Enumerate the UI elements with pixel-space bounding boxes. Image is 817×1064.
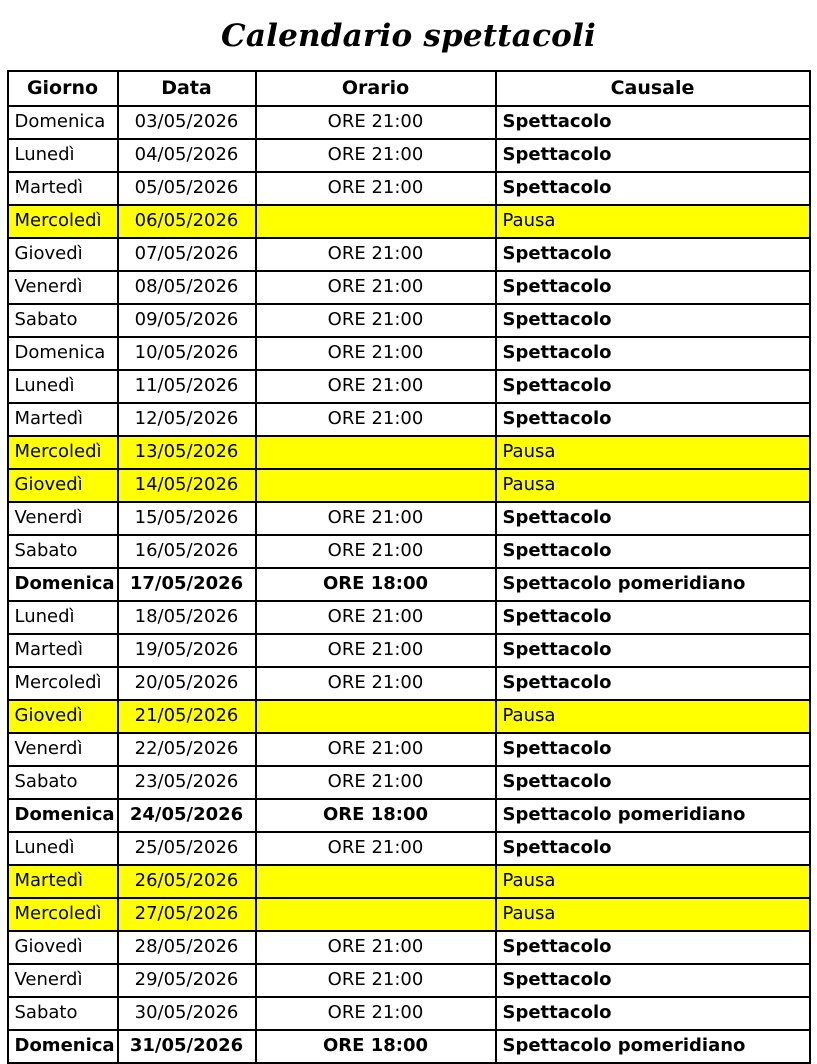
cell-causale: Pausa bbox=[496, 436, 810, 469]
cell-giorno: Lunedì bbox=[8, 601, 118, 634]
cell-giorno: Martedì bbox=[8, 172, 118, 205]
cell-causale: Pausa bbox=[496, 700, 810, 733]
cell-data: 14/05/2026 bbox=[118, 469, 256, 502]
cell-data: 24/05/2026 bbox=[118, 799, 256, 832]
table-row bbox=[8, 271, 810, 304]
cell-data: 28/05/2026 bbox=[118, 931, 256, 964]
table-row bbox=[8, 1030, 810, 1063]
cell-giorno: Venerdì bbox=[8, 964, 118, 997]
table-row bbox=[8, 865, 810, 898]
cell-giorno: Mercoledì bbox=[8, 205, 118, 238]
cell-causale: Spettacolo bbox=[496, 766, 810, 799]
cell-giorno: Giovedì bbox=[8, 931, 118, 964]
cell-giorno: Domenica bbox=[8, 799, 118, 832]
table-row bbox=[8, 634, 810, 667]
table-row bbox=[8, 403, 810, 436]
cell-orario: ORE 18:00 bbox=[256, 799, 496, 832]
cell-causale: Spettacolo bbox=[496, 667, 810, 700]
cell-data: 08/05/2026 bbox=[118, 271, 256, 304]
table-row bbox=[8, 667, 810, 700]
cell-giorno: Mercoledì bbox=[8, 667, 118, 700]
cell-causale: Pausa bbox=[496, 205, 810, 238]
table-body bbox=[8, 106, 810, 1063]
table-row bbox=[8, 139, 810, 172]
cell-orario: ORE 21:00 bbox=[256, 766, 496, 799]
cell-causale: Spettacolo bbox=[496, 403, 810, 436]
cell-giorno: Giovedì bbox=[8, 238, 118, 271]
calendar-table bbox=[7, 70, 811, 1064]
cell-giorno: Mercoledì bbox=[8, 898, 118, 931]
cell-orario: ORE 21:00 bbox=[256, 403, 496, 436]
cell-data: 09/05/2026 bbox=[118, 304, 256, 337]
cell-giorno: Sabato bbox=[8, 997, 118, 1030]
cell-causale: Spettacolo bbox=[496, 535, 810, 568]
cell-causale: Spettacolo bbox=[496, 370, 810, 403]
table-row bbox=[8, 568, 810, 601]
table-row bbox=[8, 601, 810, 634]
cell-causale: Spettacolo pomeridiano bbox=[496, 1030, 810, 1063]
cell-orario: ORE 21:00 bbox=[256, 502, 496, 535]
cell-orario: ORE 21:00 bbox=[256, 667, 496, 700]
cell-data: 11/05/2026 bbox=[118, 370, 256, 403]
cell-giorno: Sabato bbox=[8, 304, 118, 337]
cell-orario: ORE 21:00 bbox=[256, 997, 496, 1030]
cell-orario: ORE 21:00 bbox=[256, 370, 496, 403]
table-row bbox=[8, 502, 810, 535]
cell-data: 07/05/2026 bbox=[118, 238, 256, 271]
cell-orario: ORE 21:00 bbox=[256, 238, 496, 271]
table-row bbox=[8, 535, 810, 568]
cell-giorno: Martedì bbox=[8, 634, 118, 667]
column-header-giorno: Giorno bbox=[8, 71, 118, 106]
table-row bbox=[8, 931, 810, 964]
cell-giorno: Domenica bbox=[8, 106, 118, 139]
cell-data: 23/05/2026 bbox=[118, 766, 256, 799]
cell-orario bbox=[256, 205, 496, 238]
cell-orario: ORE 21:00 bbox=[256, 634, 496, 667]
cell-causale: Spettacolo bbox=[496, 139, 810, 172]
table-row bbox=[8, 964, 810, 997]
cell-orario: ORE 21:00 bbox=[256, 106, 496, 139]
cell-causale: Pausa bbox=[496, 865, 810, 898]
column-header-causale: Causale bbox=[496, 71, 810, 106]
cell-causale: Spettacolo bbox=[496, 964, 810, 997]
column-header-orario: Orario bbox=[256, 71, 496, 106]
cell-giorno: Lunedì bbox=[8, 832, 118, 865]
table-row bbox=[8, 337, 810, 370]
cell-data: 19/05/2026 bbox=[118, 634, 256, 667]
cell-giorno: Lunedì bbox=[8, 370, 118, 403]
cell-causale: Spettacolo bbox=[496, 106, 810, 139]
table-row bbox=[8, 469, 810, 502]
cell-giorno: Venerdì bbox=[8, 502, 118, 535]
cell-causale: Spettacolo bbox=[496, 601, 810, 634]
cell-orario: ORE 21:00 bbox=[256, 733, 496, 766]
column-header-data: Data bbox=[118, 71, 256, 106]
table-row bbox=[8, 106, 810, 139]
cell-causale: Spettacolo bbox=[496, 733, 810, 766]
cell-causale: Spettacolo bbox=[496, 832, 810, 865]
table-row bbox=[8, 997, 810, 1030]
cell-causale: Spettacolo bbox=[496, 502, 810, 535]
cell-giorno: Giovedì bbox=[8, 700, 118, 733]
cell-data: 04/05/2026 bbox=[118, 139, 256, 172]
cell-causale: Spettacolo bbox=[496, 931, 810, 964]
cell-data: 29/05/2026 bbox=[118, 964, 256, 997]
cell-orario: ORE 21:00 bbox=[256, 931, 496, 964]
cell-data: 10/05/2026 bbox=[118, 337, 256, 370]
cell-data: 22/05/2026 bbox=[118, 733, 256, 766]
cell-orario bbox=[256, 436, 496, 469]
cell-giorno: Venerdì bbox=[8, 271, 118, 304]
cell-orario: ORE 21:00 bbox=[256, 139, 496, 172]
cell-orario bbox=[256, 469, 496, 502]
table-row bbox=[8, 799, 810, 832]
cell-giorno: Lunedì bbox=[8, 139, 118, 172]
table-header-row bbox=[8, 71, 810, 106]
cell-data: 27/05/2026 bbox=[118, 898, 256, 931]
cell-orario bbox=[256, 898, 496, 931]
cell-orario: ORE 21:00 bbox=[256, 304, 496, 337]
table-row bbox=[8, 700, 810, 733]
cell-causale: Pausa bbox=[496, 898, 810, 931]
cell-data: 05/05/2026 bbox=[118, 172, 256, 205]
cell-data: 30/05/2026 bbox=[118, 997, 256, 1030]
cell-orario: ORE 21:00 bbox=[256, 337, 496, 370]
table-header bbox=[8, 71, 810, 106]
cell-orario: ORE 18:00 bbox=[256, 1030, 496, 1063]
cell-data: 21/05/2026 bbox=[118, 700, 256, 733]
cell-data: 16/05/2026 bbox=[118, 535, 256, 568]
table-row bbox=[8, 205, 810, 238]
cell-orario: ORE 21:00 bbox=[256, 832, 496, 865]
cell-data: 31/05/2026 bbox=[118, 1030, 256, 1063]
cell-causale: Spettacolo bbox=[496, 271, 810, 304]
cell-giorno: Domenica bbox=[8, 337, 118, 370]
cell-orario: ORE 21:00 bbox=[256, 601, 496, 634]
cell-causale: Spettacolo pomeridiano bbox=[496, 568, 810, 601]
table-row bbox=[8, 898, 810, 931]
cell-orario bbox=[256, 700, 496, 733]
cell-orario: ORE 21:00 bbox=[256, 535, 496, 568]
cell-giorno: Venerdì bbox=[8, 733, 118, 766]
cell-giorno: Martedì bbox=[8, 403, 118, 436]
cell-giorno: Mercoledì bbox=[8, 436, 118, 469]
cell-causale: Spettacolo bbox=[496, 238, 810, 271]
cell-giorno: Domenica bbox=[8, 1030, 118, 1063]
table-row bbox=[8, 436, 810, 469]
cell-data: 26/05/2026 bbox=[118, 865, 256, 898]
page-title: Calendario spettacoli bbox=[220, 18, 597, 54]
cell-orario: ORE 21:00 bbox=[256, 172, 496, 205]
table-row bbox=[8, 172, 810, 205]
table-row bbox=[8, 766, 810, 799]
cell-causale: Spettacolo pomeridiano bbox=[496, 799, 810, 832]
cell-data: 15/05/2026 bbox=[118, 502, 256, 535]
cell-causale: Spettacolo bbox=[496, 304, 810, 337]
table-row bbox=[8, 238, 810, 271]
cell-orario: ORE 21:00 bbox=[256, 271, 496, 304]
table-row bbox=[8, 304, 810, 337]
cell-orario: ORE 21:00 bbox=[256, 964, 496, 997]
cell-data: 25/05/2026 bbox=[118, 832, 256, 865]
cell-data: 13/05/2026 bbox=[118, 436, 256, 469]
table-row bbox=[8, 370, 810, 403]
cell-giorno: Domenica bbox=[8, 568, 118, 601]
cell-data: 06/05/2026 bbox=[118, 205, 256, 238]
cell-causale: Spettacolo bbox=[496, 997, 810, 1030]
table-row bbox=[8, 832, 810, 865]
cell-causale: Spettacolo bbox=[496, 337, 810, 370]
cell-causale: Spettacolo bbox=[496, 634, 810, 667]
cell-data: 17/05/2026 bbox=[118, 568, 256, 601]
cell-giorno: Sabato bbox=[8, 766, 118, 799]
cell-data: 12/05/2026 bbox=[118, 403, 256, 436]
cell-orario bbox=[256, 865, 496, 898]
cell-data: 20/05/2026 bbox=[118, 667, 256, 700]
table-row bbox=[8, 733, 810, 766]
cell-causale: Spettacolo bbox=[496, 172, 810, 205]
cell-orario: ORE 18:00 bbox=[256, 568, 496, 601]
cell-giorno: Giovedì bbox=[8, 469, 118, 502]
cell-giorno: Sabato bbox=[8, 535, 118, 568]
cell-giorno: Martedì bbox=[8, 865, 118, 898]
cell-data: 03/05/2026 bbox=[118, 106, 256, 139]
cell-causale: Pausa bbox=[496, 469, 810, 502]
cell-data: 18/05/2026 bbox=[118, 601, 256, 634]
